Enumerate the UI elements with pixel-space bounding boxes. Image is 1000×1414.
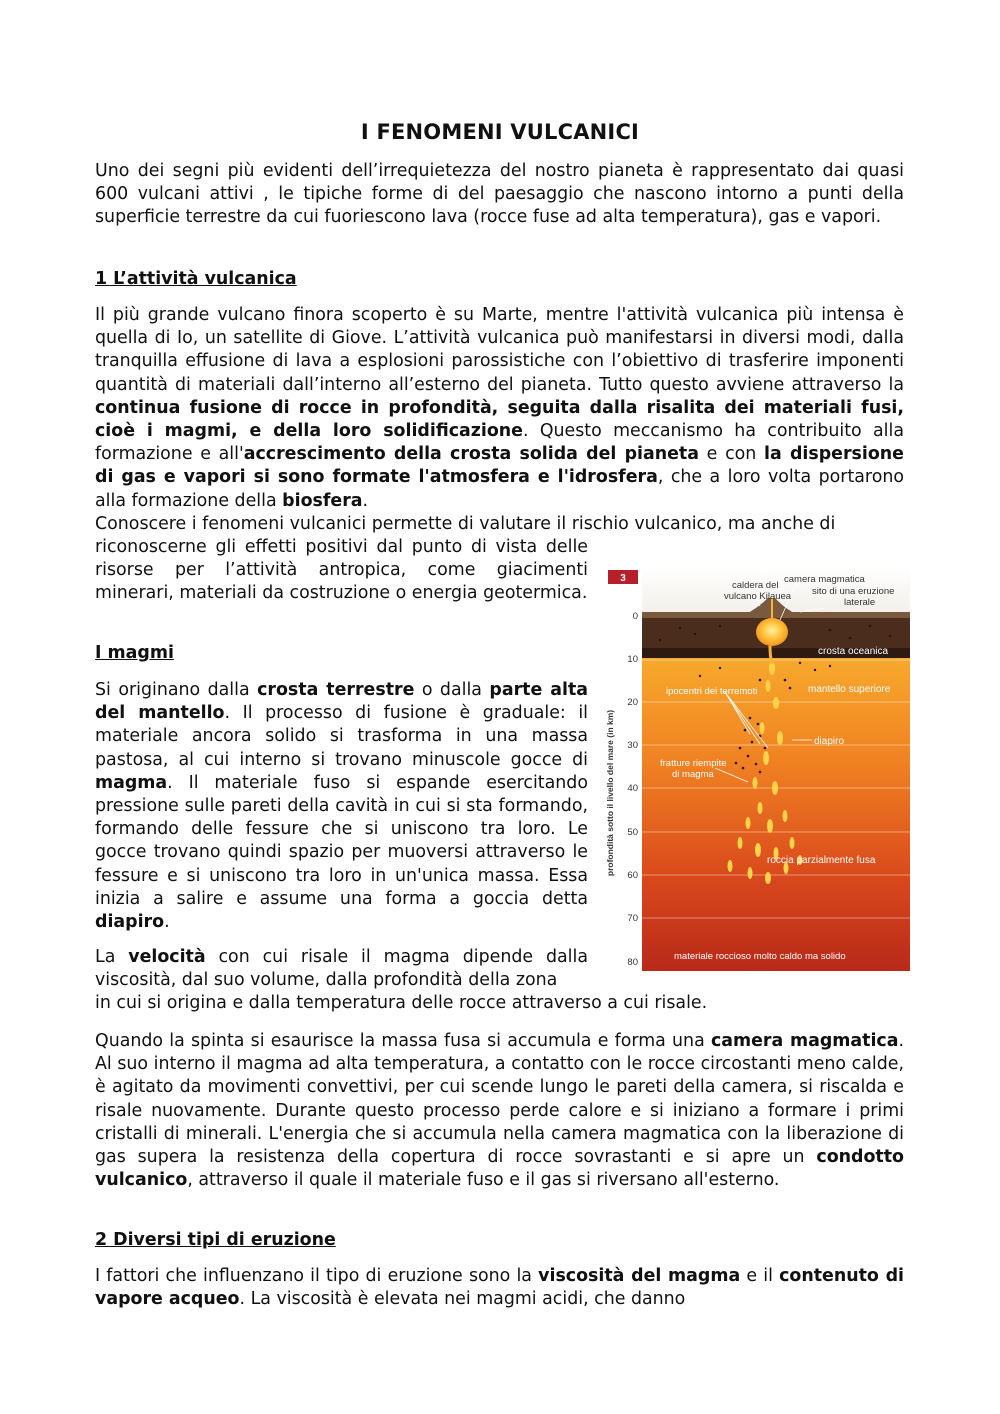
figure-number: 3 [620, 573, 626, 584]
volcano-cross-section-figure [600, 568, 910, 971]
depth-tick: 60 [627, 870, 638, 881]
depth-tick: 80 [627, 957, 638, 968]
intro-paragraph: Uno dei segni più evidenti dell’irrequietezza del nostro pianeta è rappresentato dai quasi 600 vulcani attivi , le tipiche forme di del paesaggio che nascono intorno a punti della superficie terrestre da cui fuoriescono lava (rocce fuse ad alta temperatura), gas e vapori. [95, 161, 904, 228]
depth-tick: 20 [627, 697, 638, 708]
depth-axis-label: profondità sotto il livello del mare (in km) [605, 709, 615, 877]
label-roccia-fusa: roccia parzialmente fusa [767, 855, 876, 866]
volcano-diagram [600, 568, 910, 971]
label-ipocentri: ipocentri dei terremoti [666, 686, 758, 697]
section-heading-attivita: 1 L’attività vulcanica [95, 269, 297, 289]
label-caldera-line2: vulcano Kilauea [724, 591, 792, 602]
label-sito-line2: laterale [844, 597, 876, 608]
attivita-paragraph: Il più grande vulcano finora scoperto è su Marte, mentre l'attività vulcanica più intensa è quella di Io, un satellite di Giove. L’attività vulcanica può manifestarsi in diversi modi, dalla tranquilla effusione di lava a esplosioni parossistiche con l’obiettivo di trasferire imponenti quantità di materiali dall’interno all’esterno del pianeta. Tutto questo avviene attraverso la continua fusione di rocce in profondità, seguita dalla risalita dei materiali fusi, cioè i magmi, e della loro solidificazione. Questo meccanismo ha contribuito alla formazione e all'accrescimento della crosta solida del pianeta e con la dispersione di gas e vapori si sono formate l'atmosfera e l'idrosfera, che a loro volta portarono alla formazione della biosfera. [95, 305, 904, 511]
velocita-paragraph-last-line: in cui si origina e dalla temperatura delle rocce attraverso a cui risale. [95, 993, 708, 1013]
label-diapiro: diapiro [814, 736, 845, 747]
magma-chamber [756, 618, 788, 646]
depth-tick: 70 [627, 913, 638, 924]
camera-paragraph: Quando la spinta si esaurisce la massa fusa si accumula e forma una camera magmatica. Al suo interno il magma ad alta temperatura, a contatto con le rocce circostanti meno calde, è agitato da movimenti convettivi, per cui scende lungo le pareti della camera, si riscalda e risale nuovamente. Durante questo processo perde calore e si iniziano a formare i primi cristalli di minerali. L'energia che si accumula nella camera magmatica con la liberazione di gas supera la resistenza della copertura di rocce sovrastanti e si apre un condotto vulcanico, attraverso il quale il materiale fuso e il gas si riversano all'esterno. [95, 1031, 904, 1191]
label-caldera-line1: caldera del [732, 580, 779, 591]
section-heading-magmi: I magmi [95, 643, 174, 663]
depth-tick: 30 [627, 740, 638, 751]
label-sito-line1: sito di una eruzione [812, 586, 895, 597]
label-materiale-roccioso: materiale roccioso molto caldo ma solido [674, 951, 846, 962]
rischio-paragraph: riconoscerne gli effetti positivi dal punto di vista delle risorse per l’attività antropica, come giacimenti minerari, materiali da costruzione o energia geotermica. [95, 537, 588, 604]
magmi-paragraph: Si originano dalla crosta terrestre o dalla parte alta del mantello. Il processo di fusione è graduale: il materiale ancora solido si trasforma in una massa pastosa, al cui interno si trovano minuscole gocce di magma. Il materiale fuso si espande esercitando pressione sulle pareti della cavità in cui si sta formando, formando delle fessure che si uniscono tra loro. Le gocce trovano quindi spazio per muoversi attraverso le fessure e si uniscono tra loro in un'unica massa. Essa inizia a salire e assume una forma a goccia detta diapiro. [95, 680, 588, 933]
depth-tick: 40 [627, 783, 638, 794]
label-fratture-line1: fratture riempite [660, 758, 727, 769]
rischio-paragraph-line: Conoscere i fenomeni vulcanici permette di valutare il rischio vulcanico, ma anche di [95, 514, 836, 534]
label-camera-magmatica: camera magmatica [784, 574, 865, 585]
depth-tick: 0 [632, 611, 638, 622]
depth-tick: 10 [627, 654, 638, 665]
depth-axis-ticks [627, 611, 638, 968]
label-fratture-line2: di magma [672, 769, 714, 780]
page-title: I FENOMENI VULCANICI [360, 120, 640, 144]
label-crosta-oceanica: crosta oceanica [818, 646, 889, 657]
velocita-paragraph: La velocità con cui risale il magma dipende dalla viscosità, dal suo volume, dalla profondità della zona [95, 947, 588, 991]
depth-tick: 50 [627, 827, 638, 838]
eruzione-paragraph: I fattori che influenzano il tipo di eruzione sono la viscosità del magma e il contenuto di vapore acqueo. La viscosità è elevata nei magmi acidi, che danno [95, 1266, 904, 1310]
section-heading-eruzione: 2 Diversi tipi di eruzione [95, 1230, 336, 1250]
label-mantello-superiore: mantello superiore [808, 684, 891, 695]
